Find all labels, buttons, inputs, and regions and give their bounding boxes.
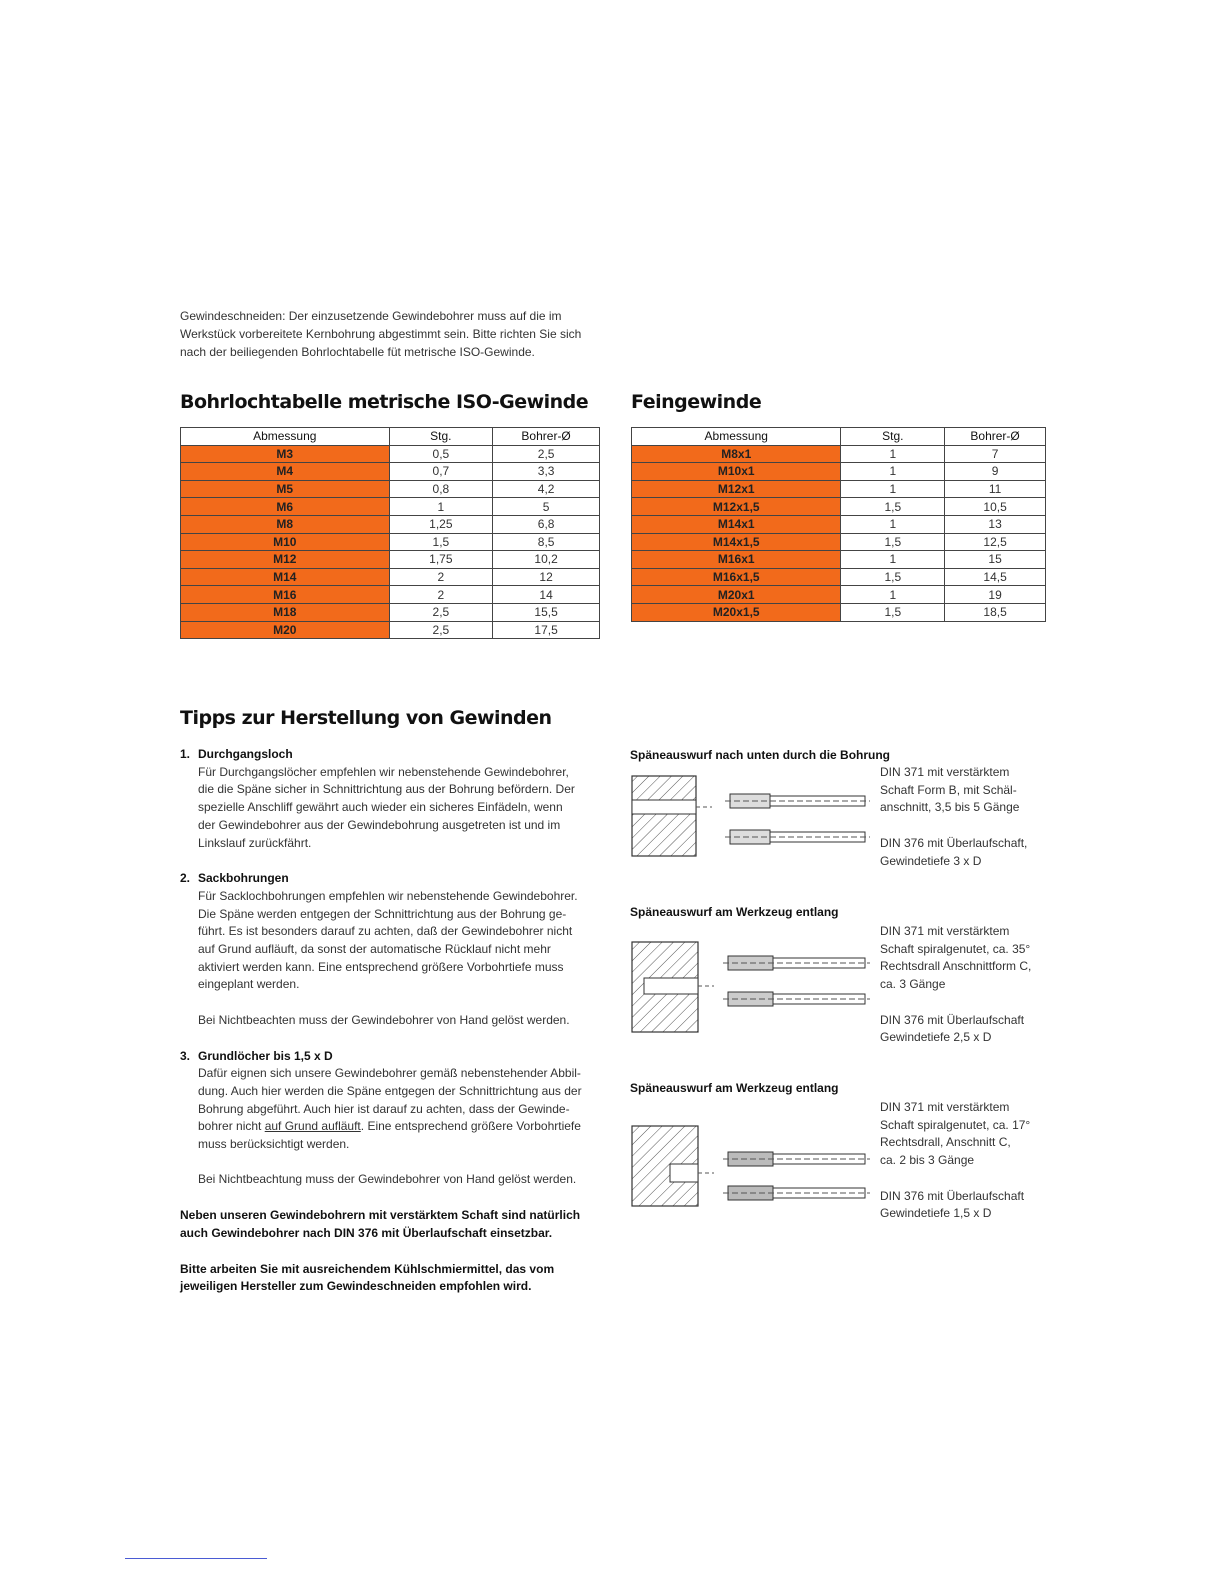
header-stg: Stg. xyxy=(841,428,945,446)
table-row xyxy=(632,551,1046,569)
tips-title: Tipps zur Herstellung von Gewinden xyxy=(180,707,552,729)
cell-stg: 1 xyxy=(841,515,945,533)
cell-bohrer: 12,5 xyxy=(945,533,1046,551)
table-row xyxy=(181,621,600,639)
cell-bohrer: 10,5 xyxy=(945,498,1046,516)
intro-line: nach der beiliegenden Bohrlochtabelle füt metrische ISO-Gewinde. xyxy=(180,345,535,359)
bold-note-line: jeweiligen Hersteller zum Gewindeschneiden empfohlen wird. xyxy=(180,1279,532,1294)
table-header-row xyxy=(181,428,600,446)
cell-stg: 2 xyxy=(389,568,493,586)
intro-line: Gewindeschneiden: Der einzusetzende Gewindebohrer muss auf die im xyxy=(180,309,562,323)
cell-bohrer: 15 xyxy=(945,551,1046,569)
cell-stg: 1 xyxy=(841,480,945,498)
tip-heading xyxy=(180,870,600,888)
tip-line: auf Grund aufläuft, da sonst der automatische Rücklauf nicht mehr xyxy=(198,942,551,957)
bold-note-line: Bitte arbeiten Sie mit ausreichendem Kühlschmiermittel, das vom xyxy=(180,1261,555,1276)
table-row xyxy=(181,515,600,533)
table-row xyxy=(181,445,600,463)
cell-abmessung: M18 xyxy=(181,603,390,621)
tip-line: Bohrung abgeführt. Auch hier ist darauf zu achten, dass der Gewinde- xyxy=(198,1101,570,1116)
cell-abmessung: M20x1,5 xyxy=(632,603,841,621)
figure-2-title: Späneauswurf am Werkzeug entlang xyxy=(630,905,839,919)
cell-stg: 1 xyxy=(841,445,945,463)
figure-text-line: DIN 371 mit verstärktem xyxy=(880,1100,1010,1114)
cell-bohrer: 11 xyxy=(945,480,1046,498)
table-row xyxy=(181,498,600,516)
iso-table-title: Bohrlochtabelle metrische ISO-Gewinde xyxy=(180,391,589,413)
intro-paragraph xyxy=(180,307,610,361)
bold-note-shaft xyxy=(180,1207,600,1242)
table-row xyxy=(632,463,1046,481)
cell-abmessung: M20x1 xyxy=(632,586,841,604)
cell-stg: 1 xyxy=(841,586,945,604)
cell-stg: 2,5 xyxy=(389,621,493,639)
tip-line: eingeplant werden. xyxy=(198,977,300,992)
tip-line: Linkslauf zurückfährt. xyxy=(198,835,312,850)
figure-3-text xyxy=(880,1099,1030,1223)
table-row xyxy=(181,568,600,586)
figure-text-line: DIN 371 mit verstärktem xyxy=(880,924,1010,938)
tip-title: Durchgangsloch xyxy=(198,747,293,761)
cell-abmessung: M8 xyxy=(181,515,390,533)
cell-stg: 1,5 xyxy=(389,533,493,551)
figure-text-line: ca. 2 bis 3 Gänge xyxy=(880,1153,975,1168)
tip-line: Dafür eignen sich unsere Gewindebohrer gemäß nebenstehender Abbil- xyxy=(198,1066,581,1081)
cell-bohrer: 13 xyxy=(945,515,1046,533)
figure-1-text xyxy=(880,764,1027,870)
figure-text-line: Gewindetiefe 1,5 x D xyxy=(880,1206,992,1221)
tip-line: spezielle Anschliff gewährt auch wieder ein sicheres Einfädeln, wenn xyxy=(198,800,563,815)
table-row xyxy=(632,533,1046,551)
table-row xyxy=(181,480,600,498)
tip-note: Bei Nichtbeachtung muss der Gewindebohrer von Hand gelöst werden. xyxy=(198,1172,577,1187)
cell-abmessung: M6 xyxy=(181,498,390,516)
cell-stg: 1,5 xyxy=(841,533,945,551)
table-row xyxy=(632,480,1046,498)
cell-stg: 2 xyxy=(389,586,493,604)
cell-abmessung: M16 xyxy=(181,586,390,604)
cell-bohrer: 12 xyxy=(493,568,600,586)
cell-stg: 1,5 xyxy=(841,568,945,586)
cell-bohrer: 15,5 xyxy=(493,603,600,621)
tip-item xyxy=(180,870,600,1029)
tip-body xyxy=(180,764,600,853)
cell-stg: 1,25 xyxy=(389,515,493,533)
figure-text-line: Schaft spiralgenutet, ca. 17° xyxy=(880,1117,1031,1132)
cell-abmessung: M14 xyxy=(181,568,390,586)
header-abmessung: Abmessung xyxy=(181,428,390,446)
cell-stg: 0,7 xyxy=(389,463,493,481)
cell-bohrer: 14,5 xyxy=(945,568,1046,586)
cell-bohrer: 18,5 xyxy=(945,603,1046,621)
cell-bohrer: 9 xyxy=(945,463,1046,481)
cell-bohrer: 6,8 xyxy=(493,515,600,533)
cell-abmessung: M3 xyxy=(181,445,390,463)
table-row xyxy=(632,568,1046,586)
bold-note-coolant xyxy=(180,1261,600,1296)
cell-bohrer: 14 xyxy=(493,586,600,604)
table-row xyxy=(181,603,600,621)
cell-stg: 1 xyxy=(841,551,945,569)
table-row xyxy=(632,586,1046,604)
tip-heading xyxy=(180,746,600,764)
cell-bohrer: 8,5 xyxy=(493,533,600,551)
figure-1-drawing xyxy=(630,772,875,860)
table-row xyxy=(181,533,600,551)
tip-note: Bei Nichtbeachten muss der Gewindebohrer von Hand gelöst werden. xyxy=(198,1012,570,1027)
figure-text-line: Gewindetiefe 2,5 x D xyxy=(880,1030,992,1045)
tip-body xyxy=(180,1065,600,1189)
bold-note-line: auch Gewindebohrer nach DIN 376 mit Überlaufschaft einsetzbar. xyxy=(180,1225,553,1240)
figure-text-line: Rechtsdrall Anschnittform C, xyxy=(880,959,1032,974)
tip-heading xyxy=(180,1048,600,1066)
tip-title: Sackbohrungen xyxy=(198,871,289,886)
cell-abmessung: M20 xyxy=(181,621,390,639)
cell-bohrer: 5 xyxy=(493,498,600,516)
cell-abmessung: M12 xyxy=(181,551,390,569)
tip-line: aktiviert werden kann. Eine entsprechend größere Vorbohrtiefe muss xyxy=(198,959,564,974)
figure-3-drawing xyxy=(630,1124,875,1209)
cell-abmessung: M5 xyxy=(181,480,390,498)
header-bohrer: Bohrer-Ø xyxy=(493,428,600,446)
header-abmessung: Abmessung xyxy=(632,428,841,446)
cell-stg: 1,5 xyxy=(841,603,945,621)
cell-abmessung: M8x1 xyxy=(632,445,841,463)
figure-text-line: Schaft spiralgenutet, ca. 35° xyxy=(880,941,1031,956)
tip-line xyxy=(198,1118,600,1136)
intro-line: Werkstück vorbereitete Kernbohrung abgestimmt sein. Bitte richten Sie sich xyxy=(180,327,582,341)
table-row xyxy=(632,445,1046,463)
figure-text-line: Schaft Form B, mit Schäl- xyxy=(880,782,1017,797)
figure-1-title: Späneauswurf nach unten durch die Bohrung xyxy=(630,748,891,762)
tip-line: muss berücksichtigt werden. xyxy=(198,1137,350,1152)
iso-table xyxy=(180,427,600,639)
tip-line: dung. Auch hier werden die Späne entgegen der Schnittrichtung aus der xyxy=(198,1083,582,1098)
cell-stg: 1 xyxy=(841,463,945,481)
cell-bohrer: 17,5 xyxy=(493,621,600,639)
table-header-row xyxy=(632,428,1046,446)
cell-bohrer: 4,2 xyxy=(493,480,600,498)
footer-divider xyxy=(125,1558,267,1559)
cell-abmessung: M12x1,5 xyxy=(632,498,841,516)
tip-line-start: bohrer nicht xyxy=(198,1119,265,1134)
cell-abmessung: M12x1 xyxy=(632,480,841,498)
table-row xyxy=(181,586,600,604)
figure-text-line: DIN 376 mit Überlaufschaft xyxy=(880,1188,1025,1203)
figure-text-line: DIN 376 mit Überlaufschaft xyxy=(880,1012,1025,1027)
tip-line: Für Sacklochbohrungen empfehlen wir nebenstehende Gewindebohrer. xyxy=(198,888,578,903)
cell-stg: 1,75 xyxy=(389,551,493,569)
tip-title: Grundlöcher bis 1,5 x D xyxy=(198,1048,333,1063)
underlined-phrase: auf Grund aufläuft xyxy=(264,1119,361,1134)
tip-number: 1. xyxy=(180,747,191,761)
figure-text-line: DIN 376 mit Überlaufschaft, xyxy=(880,835,1028,850)
tip-item xyxy=(180,1048,600,1190)
tip-line: Die Späne werden entgegen der Schnittrichtung aus der Bohrung ge- xyxy=(198,906,567,921)
cell-stg: 0,5 xyxy=(389,445,493,463)
table-row xyxy=(181,463,600,481)
figure-text-line: DIN 371 mit verstärktem xyxy=(880,765,1010,779)
tip-line: der Gewindebohrer aus der Gewindebohrung ausgetreten ist und im xyxy=(198,817,561,832)
tip-line: führt. Es ist besonders darauf zu achten, daß der Gewindebohrer nicht xyxy=(198,924,573,939)
cell-abmessung: M14x1 xyxy=(632,515,841,533)
figure-text-line: ca. 3 Gänge xyxy=(880,977,946,992)
tip-item xyxy=(180,746,600,852)
cell-abmessung: M14x1,5 xyxy=(632,533,841,551)
tip-number: 3. xyxy=(180,1048,191,1063)
cell-bohrer: 10,2 xyxy=(493,551,600,569)
fine-table-title: Feingewinde xyxy=(631,391,762,413)
bold-note-line: Neben unseren Gewindebohrern mit verstärktem Schaft sind natürlich xyxy=(180,1208,581,1223)
cell-abmessung: M16x1 xyxy=(632,551,841,569)
cell-bohrer: 3,3 xyxy=(493,463,600,481)
cell-stg: 0,8 xyxy=(389,480,493,498)
figure-text-line: Gewindetiefe 3 x D xyxy=(880,853,982,868)
cell-stg: 2,5 xyxy=(389,603,493,621)
fine-table xyxy=(631,427,1046,622)
header-bohrer: Bohrer-Ø xyxy=(945,428,1046,446)
cell-stg: 1,5 xyxy=(841,498,945,516)
figure-3-title: Späneauswurf am Werkzeug entlang xyxy=(630,1081,839,1095)
tip-line: die die Späne sicher in Schnittrichtung aus der Bohrung befördern. Der xyxy=(198,782,575,797)
table-row xyxy=(632,498,1046,516)
cell-bohrer: 19 xyxy=(945,586,1046,604)
tip-number: 2. xyxy=(180,871,191,886)
cell-abmessung: M10 xyxy=(181,533,390,551)
cell-stg: 1 xyxy=(389,498,493,516)
tip-body xyxy=(180,888,600,1030)
cell-bohrer: 2,5 xyxy=(493,445,600,463)
figure-text-line: Rechtsdrall, Anschnitt C, xyxy=(880,1135,1011,1150)
header-stg: Stg. xyxy=(389,428,493,446)
table-row xyxy=(632,603,1046,621)
cell-abmessung: M10x1 xyxy=(632,463,841,481)
table-row xyxy=(181,551,600,569)
tips-list xyxy=(180,746,600,1296)
figure-2-text xyxy=(880,923,1031,1047)
tip-line: Für Durchgangslöcher empfehlen wir nebenstehende Gewindebohrer, xyxy=(198,764,569,779)
table-row xyxy=(632,515,1046,533)
figure-2-drawing xyxy=(630,940,875,1035)
cell-bohrer: 7 xyxy=(945,445,1046,463)
cell-abmessung: M4 xyxy=(181,463,390,481)
figure-text-line: anschnitt, 3,5 bis 5 Gänge xyxy=(880,800,1020,815)
cell-abmessung: M16x1,5 xyxy=(632,568,841,586)
tip-line-end: . Eine entsprechend größere Vorbohrtiefe xyxy=(360,1119,581,1134)
